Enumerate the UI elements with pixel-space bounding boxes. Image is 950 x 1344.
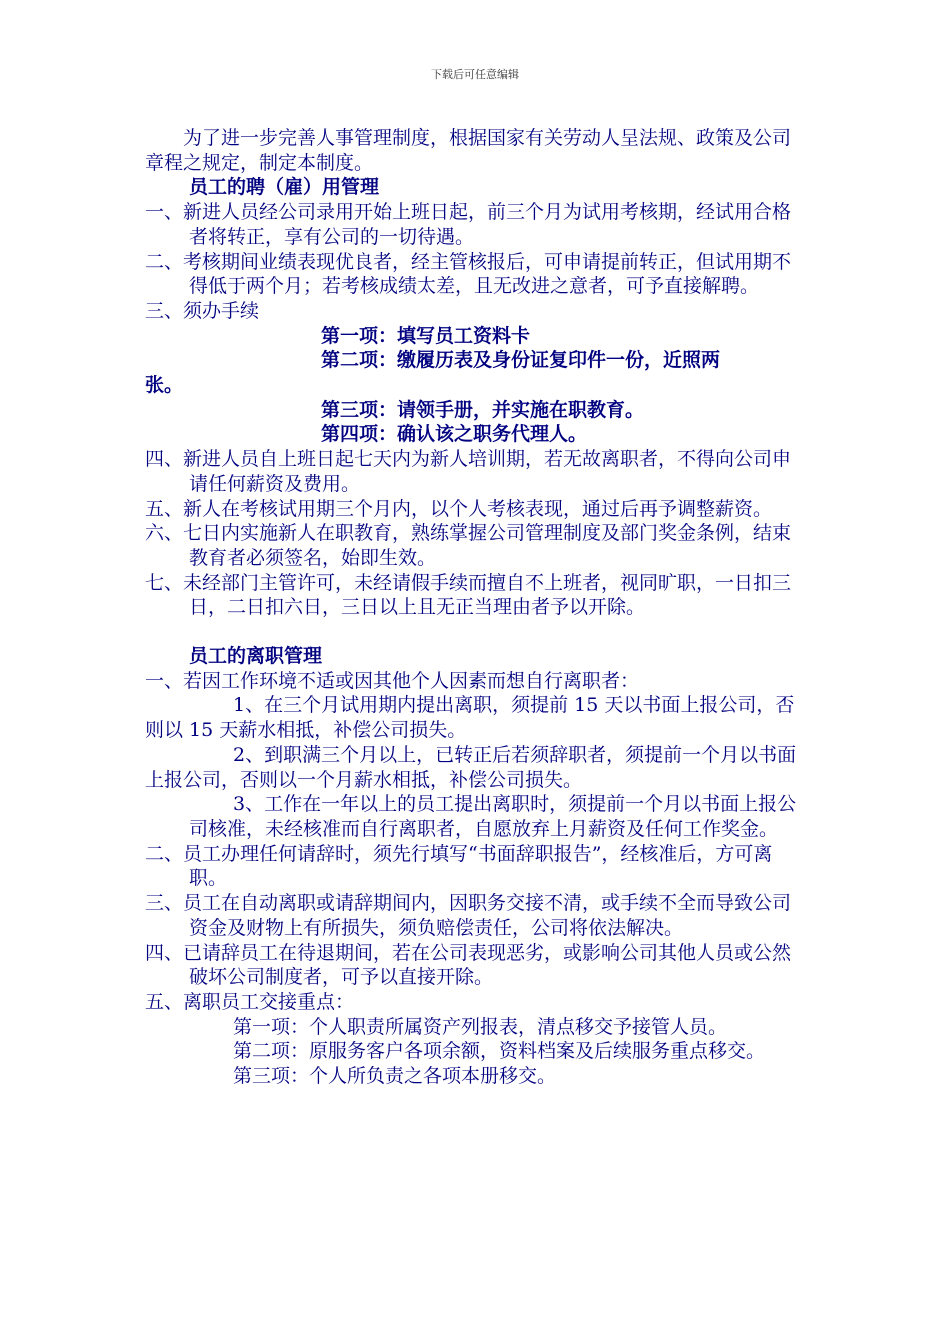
- resignation-item-5: 五、离职员工交接重点：: [145, 990, 355, 1013]
- resignation-item-2: 二、员工办理任何请辞时，须先行填写“书面辞职报告”，经核准后，方可离职。: [145, 842, 773, 890]
- handover-step-2: 第二项：原服务客户各项余额，资料档案及后续服务重点移交。: [233, 1040, 766, 1063]
- hiring-item-6: 六、七日内实施新人在职教育，熟练掌握公司管理制度及部门奖金条例，结束教育者必须签名，始即生效。: [145, 522, 792, 569]
- hiring-step-2: 第二项：缴履历表及身份证复印件一份，近照两: [321, 349, 721, 372]
- hiring-item-3: 三、须办手续: [145, 299, 260, 322]
- section-title-resignation: 员工的离职管理: [189, 645, 323, 668]
- resignation-sub-1: 1、在三个月试用期内提出离职，须提前 15 天以书面上报公司，否则以 15 天薪水相抵，补偿公司损失。: [145, 694, 795, 742]
- intro-paragraph: 为了进一步完善人事管理制度，根据国家有关劳动人呈法规、政策及公司章程之规定，制定本制度。: [145, 127, 792, 174]
- section-title-hiring: 员工的聘（雇）用管理: [189, 176, 380, 199]
- resignation-sub-3: 3、工作在一年以上的员工提出离职时，须提前一个月以书面上报公司核准，未经核准而自行离职者，自愿放弃上月薪资及任何工作奖金。: [189, 793, 797, 840]
- resignation-item-3: 三、员工在自动离职或请辞期间内，因职务交接不清，或手续不全而导致公司资金及财物上有所损失，须负赔偿责任，公司将依法解决。: [145, 892, 792, 939]
- section-gap: [145, 620, 805, 644]
- document-body: [145, 126, 805, 1089]
- handover-step-1: 第一项：个人职责所属资产列报表，清点移交予接管人员。: [233, 1015, 728, 1038]
- resignation-sub-2: 2、到职满三个月以上，已转正后若须辞职者，须提前一个月以书面上报公司，否则以一个月薪水相抵，补偿公司损失。: [145, 743, 797, 791]
- resignation-item-1: 一、若因工作环境不适或因其他个人因素而想自行离职者：: [145, 669, 640, 692]
- hiring-item-5: 五、新人在考核试用期三个月内，以个人考核表现，通过后再予调整薪资。: [145, 497, 773, 520]
- hiring-step-3: 第三项：请领手册，并实施在职教育。: [321, 398, 645, 421]
- handover-step-3: 第三项：个人所负责之各项本册移交。: [233, 1065, 557, 1088]
- resignation-item-4: 四、已请辞员工在待退期间，若在公司表现恶劣，或影响公司其他人员或公然破坏公司制度者，可予以直接开除。: [145, 941, 792, 989]
- hiring-step-4: 第四项：确认该之职务代理人。: [321, 423, 588, 446]
- hiring-item-1: 一、新进人员经公司录用开始上班日起，前三个月为试用考核期，经试用合格者将转正，享有公司的一切待遇。: [145, 201, 792, 248]
- hiring-item-4: 四、新进人员自上班日起七天内为新人培训期，若无故离职者，不得向公司申请任何薪资及费用。: [145, 448, 792, 495]
- page-header: 下载后可任意编辑: [431, 68, 519, 81]
- hiring-step-1: 第一项：填写员工资料卡: [321, 324, 531, 347]
- hiring-item-2: 二、考核期间业绩表现优良者，经主管核报后，可申请提前转正，但试用期不得低于两个月；若考核成绩太差，且无改进之意者，可予直接解聘。: [145, 250, 792, 298]
- hiring-item-7: 七、未经部门主管许可，未经请假手续而擅自不上班者，视同旷职，一日扣三日，二日扣六日，三日以上且无正当理由者予以开除。: [145, 571, 792, 619]
- hiring-step-2-cont: 张。: [145, 374, 184, 397]
